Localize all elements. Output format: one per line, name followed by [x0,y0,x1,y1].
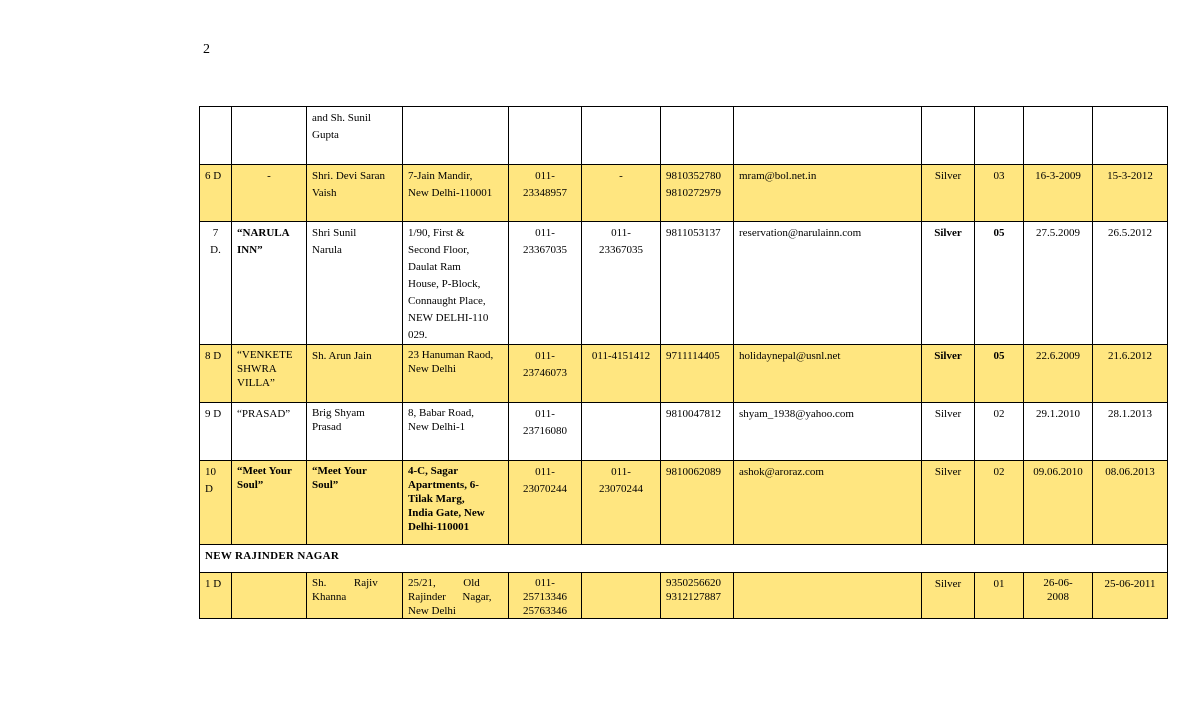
rooms-cell [975,107,1024,165]
from-date-cell: 26-06- 2008 [1024,573,1093,619]
fax-cell: 011- 23367035 [582,222,661,345]
table-row [200,461,1168,545]
mobile-cell: 9810352780 9810272979 [661,165,734,222]
owner-cell: Shri Sunil Narula [307,222,403,345]
phone-cell: 011- 23367035 [509,222,582,345]
mobile-cell: 9711114405 [661,345,734,403]
name-cell: - [232,165,307,222]
mobile-cell [661,107,734,165]
fax-cell [582,403,661,461]
category-cell: Silver [922,573,975,619]
rooms-cell: 02 [975,461,1024,545]
owner-cell: and Sh. Sunil Gupta [307,107,403,165]
to-date-cell: 21.6.2012 [1093,345,1168,403]
table-row [200,345,1168,403]
name-cell: “NARULA INN” [232,222,307,345]
owner-cell: Sh. Rajiv Khanna [307,573,403,619]
name-cell: “Meet Your Soul” [232,461,307,545]
serial-cell: 9 D [200,403,232,461]
from-date-cell [1024,107,1093,165]
name-cell: “PRASAD” [232,403,307,461]
rooms-cell: 02 [975,403,1024,461]
phone-cell: 011- 23348957 [509,165,582,222]
phone-cell [509,107,582,165]
email-cell [734,107,922,165]
rooms-cell: 01 [975,573,1024,619]
to-date-cell: 26.5.2012 [1093,222,1168,345]
rooms-cell: 05 [975,345,1024,403]
phone-cell: 011- 23746073 [509,345,582,403]
fax-cell: 011-4151412 [582,345,661,403]
name-cell [232,107,307,165]
serial-cell [200,107,232,165]
email-cell: reservation@narulainn.com [734,222,922,345]
rooms-cell: 05 [975,222,1024,345]
serial-cell: 10 D [200,461,232,545]
address-cell [403,107,509,165]
category-cell: Silver [922,403,975,461]
name-cell [232,573,307,619]
mobile-cell: 9810047812 [661,403,734,461]
listing-table [199,106,1168,619]
name-cell: “VENKETE SHWRA VILLA” [232,345,307,403]
serial-cell: 7 D. [200,222,232,345]
address-cell: 8, Babar Road, New Delhi-1 [403,403,509,461]
table-row [200,403,1168,461]
address-cell: 1/90, First & Second Floor, Daulat Ram House, P-Block, Connaught Place, NEW DELHI-110 029. [403,222,509,345]
rooms-cell: 03 [975,165,1024,222]
category-cell: Silver [922,345,975,403]
fax-cell [582,573,661,619]
category-cell: Silver [922,222,975,345]
section-title: NEW RAJINDER NAGAR [200,545,1168,573]
to-date-cell: 15-3-2012 [1093,165,1168,222]
email-cell: mram@bol.net.in [734,165,922,222]
email-cell [734,573,922,619]
table-row [200,165,1168,222]
to-date-cell: 28.1.2013 [1093,403,1168,461]
mobile-cell: 9810062089 [661,461,734,545]
fax-cell: - [582,165,661,222]
section-header-row [200,545,1168,573]
serial-cell: 1 D [200,573,232,619]
phone-cell: 011- 25713346 25763346 [509,573,582,619]
phone-cell: 011- 23716080 [509,403,582,461]
email-cell: shyam_1938@yahoo.com [734,403,922,461]
to-date-cell: 08.06.2013 [1093,461,1168,545]
email-cell: holidaynepal@usnl.net [734,345,922,403]
address-cell: 7-Jain Mandir, New Delhi-110001 [403,165,509,222]
table-row [200,107,1168,165]
table-row [200,573,1168,619]
page-number: 2 [203,42,210,57]
from-date-cell: 29.1.2010 [1024,403,1093,461]
owner-cell: Shri. Devi Saran Vaish [307,165,403,222]
from-date-cell: 27.5.2009 [1024,222,1093,345]
fax-cell [582,107,661,165]
from-date-cell: 09.06.2010 [1024,461,1093,545]
category-cell: Silver [922,165,975,222]
mobile-cell: 9350256620 9312127887 [661,573,734,619]
category-cell [922,107,975,165]
email-cell: ashok@aroraz.com [734,461,922,545]
mobile-cell: 9811053137 [661,222,734,345]
from-date-cell: 16-3-2009 [1024,165,1093,222]
category-cell: Silver [922,461,975,545]
address-cell: 4-C, Sagar Apartments, 6- Tilak Marg, India Gate, New Delhi-110001 [403,461,509,545]
serial-cell: 8 D [200,345,232,403]
serial-cell: 6 D [200,165,232,222]
table-row [200,222,1168,345]
from-date-cell: 22.6.2009 [1024,345,1093,403]
address-cell: 23 Hanuman Raod, New Delhi [403,345,509,403]
address-cell: 25/21, Old Rajinder Nagar, New Delhi [403,573,509,619]
owner-cell: “Meet Your Soul” [307,461,403,545]
owner-cell: Sh. Arun Jain [307,345,403,403]
owner-cell: Brig Shyam Prasad [307,403,403,461]
to-date-cell: 25-06-2011 [1093,573,1168,619]
fax-cell: 011- 23070244 [582,461,661,545]
to-date-cell [1093,107,1168,165]
phone-cell: 011- 23070244 [509,461,582,545]
